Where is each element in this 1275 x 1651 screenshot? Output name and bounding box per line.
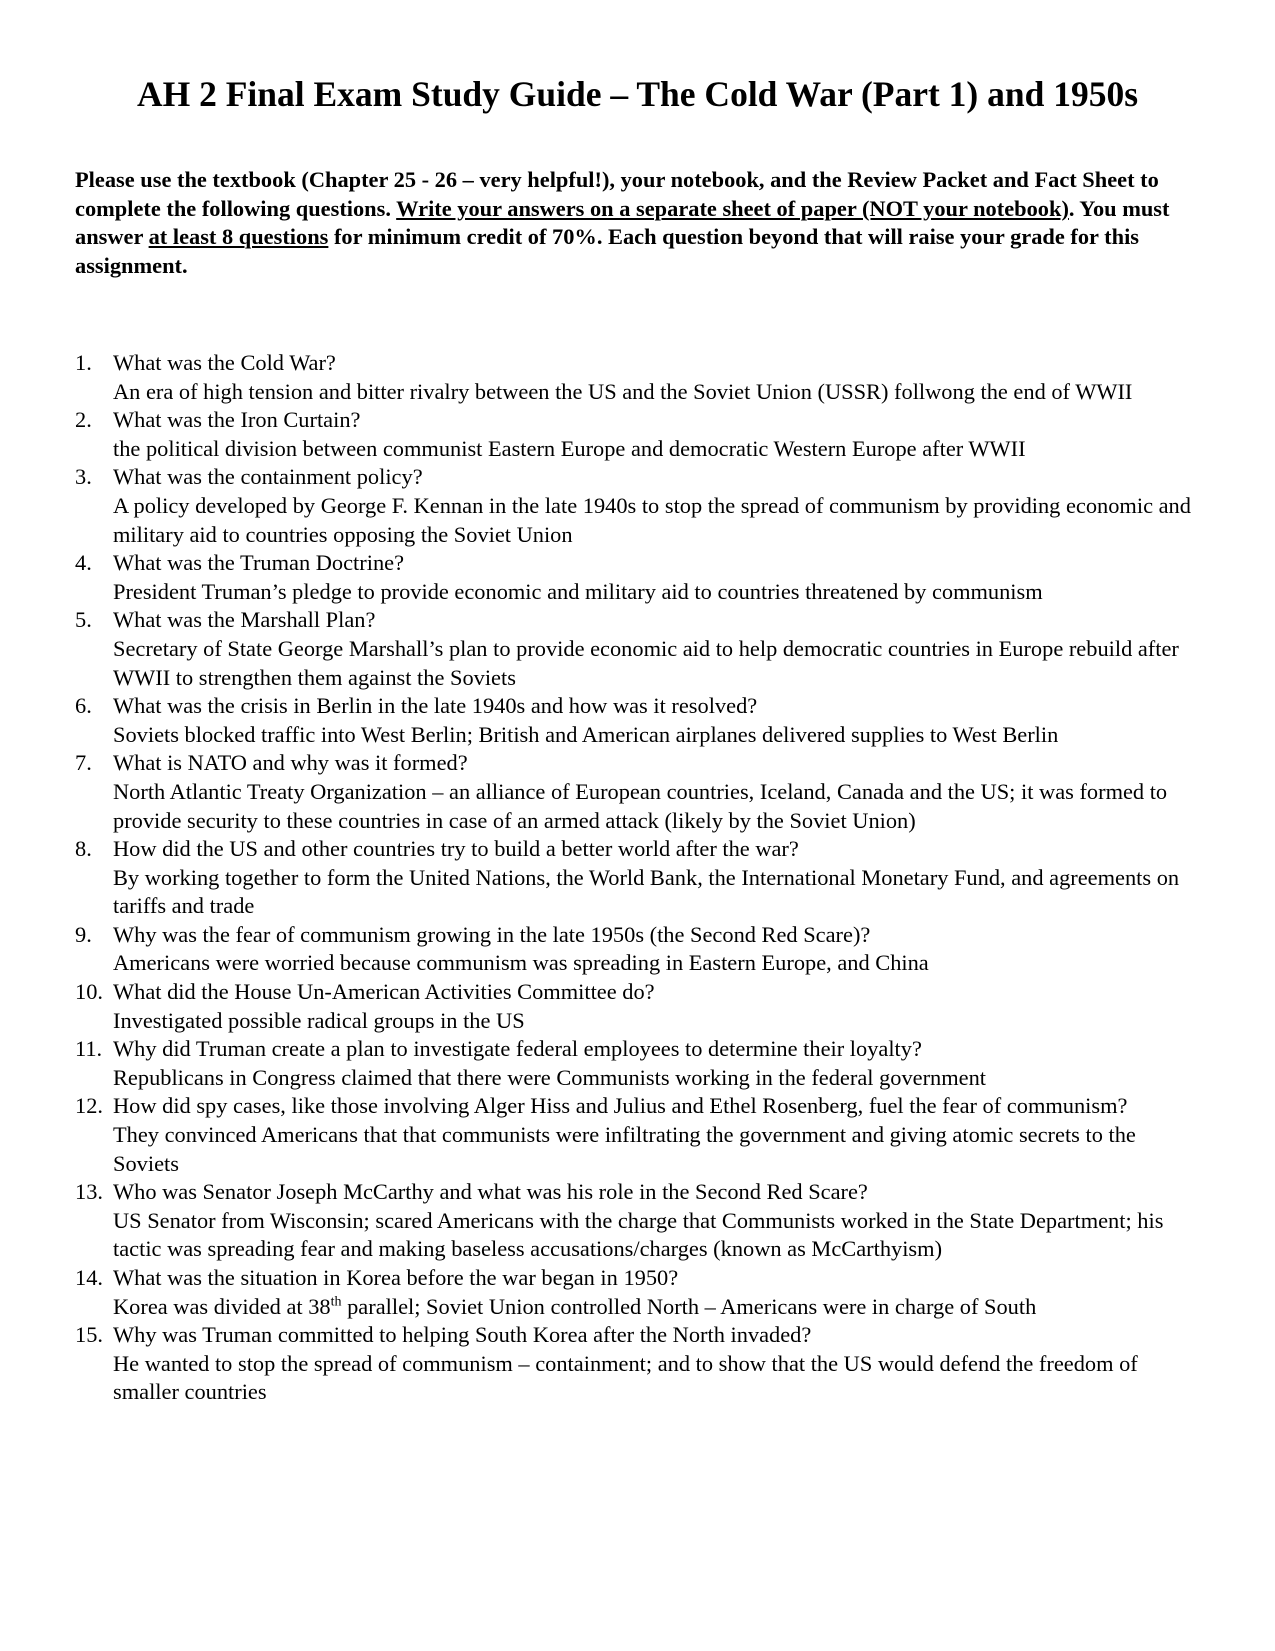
page-title: AH 2 Final Exam Study Guide – The Cold War (Part 1) and 1950s bbox=[136, 74, 1139, 114]
question-list bbox=[75, 349, 1205, 1407]
answer-text bbox=[113, 1293, 1205, 1322]
answer-text: They convinced Americans that that communists were infiltrating the government and giving atomic secrets to the Soviets bbox=[113, 1122, 1136, 1176]
question-number: 2. bbox=[75, 407, 92, 433]
question-text: Why was Truman committed to helping South Korea after the North invaded? bbox=[113, 1322, 812, 1348]
list-item bbox=[75, 1035, 1205, 1092]
instructions-text-1: Please use the textbook (Chapter 25 - 26 – very helpful!), your notebook, and the Review Packet and Fact Sheet to complete the following questions. bbox=[75, 167, 1159, 221]
answer-text-start: Korea was divided at 38 bbox=[113, 1293, 331, 1319]
question-text: What was the Marshall Plan? bbox=[113, 607, 376, 633]
question-number: 5. bbox=[75, 607, 92, 633]
question-text: Why did Truman create a plan to investigate federal employees to determine their loyalty? bbox=[113, 1036, 922, 1062]
list-item bbox=[75, 1264, 1205, 1321]
question-text: What was the Iron Curtain? bbox=[113, 407, 361, 433]
answer-text: US Senator from Wisconsin; scared Americans with the charge that Communists worked in the State Department; his tactic was spreading fear and making baseless accusations/charges (known as McCarthyism) bbox=[113, 1207, 1164, 1262]
question-number: 13. bbox=[75, 1179, 103, 1205]
answer-text-end: parallel; Soviet Union controlled North – Americans were in charge of South bbox=[341, 1293, 1037, 1319]
question-text: What was the situation in Korea before the war began in 1950? bbox=[113, 1265, 679, 1290]
question-text: What did the House Un-American Activities Committee do? bbox=[113, 979, 655, 1005]
list-item bbox=[75, 406, 1205, 463]
question-number: 11. bbox=[75, 1036, 103, 1062]
question-number: 14. bbox=[75, 1265, 103, 1290]
list-item bbox=[75, 349, 1205, 406]
question-number: 4. bbox=[75, 550, 92, 576]
question-text: How did spy cases, like those involving Alger Hiss and Julius and Ethel Rosenberg, fuel the fear of communism? bbox=[113, 1093, 1128, 1119]
superscript-ordinal: th bbox=[330, 1294, 342, 1310]
question-text: Why was the fear of communism growing in the late 1950s (the Second Red Scare)? bbox=[113, 921, 871, 947]
instructions-underline-separate-paper: Write your answers on a separate sheet of paper (NOT your notebook) bbox=[396, 195, 1069, 221]
list-item bbox=[75, 1092, 1205, 1178]
list-item bbox=[75, 978, 1205, 1035]
answer-text: Investigated possible radical groups in the US bbox=[113, 1007, 525, 1033]
answer-text: Americans were worried because communism was spreading in Eastern Europe, and China bbox=[113, 950, 929, 976]
instructions-underline-min-questions: at least 8 questions bbox=[148, 224, 329, 249]
instructions-paragraph bbox=[75, 166, 1205, 280]
question-number: 10. bbox=[75, 979, 103, 1005]
question-number: 7. bbox=[75, 750, 92, 776]
answer-text: He wanted to stop the spread of communism – containment; and to show that the US would defend the freedom of smaller countries bbox=[113, 1350, 1138, 1405]
question-number: 1. bbox=[75, 350, 92, 375]
answer-text: By working together to form the United Nations, the World Bank, the International Monetary Fund, and agreements on tariffs and trade bbox=[113, 864, 1180, 919]
instructions-text-3: for minimum credit of 70%. Each question beyond that will raise your grade for this assignment. bbox=[75, 224, 1140, 278]
list-item bbox=[75, 549, 1205, 606]
answer-text: President Truman’s pledge to provide economic and military aid to countries threatened by communism bbox=[113, 578, 1043, 604]
answer-text: North Atlantic Treaty Organization – an alliance of European countries, Iceland, Canada and the US; it was formed to provide security to these countries in case of an armed attack (likely by the Soviet Union) bbox=[113, 778, 1168, 833]
answer-text: Republicans in Congress claimed that there were Communists working in the federal government bbox=[113, 1064, 987, 1090]
question-number: 15. bbox=[75, 1322, 103, 1348]
question-number: 6. bbox=[75, 693, 92, 719]
list-item bbox=[75, 1178, 1205, 1264]
answer-text: the political division between communist Eastern Europe and democratic Western Europe after WWII bbox=[113, 435, 1026, 461]
question-text: What was the containment policy? bbox=[113, 464, 423, 490]
list-item bbox=[75, 921, 1205, 978]
question-number: 9. bbox=[75, 921, 92, 947]
question-number: 3. bbox=[75, 464, 92, 490]
question-text: How did the US and other countries try to build a better world after the war? bbox=[113, 836, 799, 862]
question-text: What was the crisis in Berlin in the late 1940s and how was it resolved? bbox=[113, 693, 758, 719]
answer-text: An era of high tension and bitter rivalry between the US and the Soviet Union (USSR) follwong the end of WWII bbox=[113, 378, 1133, 404]
question-text: Who was Senator Joseph McCarthy and what was his role in the Second Red Scare? bbox=[113, 1179, 868, 1205]
question-number: 12. bbox=[75, 1093, 103, 1119]
list-item bbox=[75, 835, 1205, 921]
question-text: What is NATO and why was it formed? bbox=[113, 750, 468, 776]
list-item bbox=[75, 1321, 1205, 1407]
question-number: 8. bbox=[75, 836, 92, 862]
list-item bbox=[75, 463, 1205, 549]
question-text: What was the Truman Doctrine? bbox=[113, 550, 405, 576]
answer-text: Soviets blocked traffic into West Berlin; British and American airplanes delivered supplies to West Berlin bbox=[113, 721, 1059, 747]
answer-text: Secretary of State George Marshall’s plan to provide economic aid to help democratic countries in Europe rebuild after WWII to strengthen them against the Soviets bbox=[113, 635, 1179, 690]
list-item bbox=[75, 749, 1205, 835]
list-item bbox=[75, 692, 1205, 749]
question-text: What was the Cold War? bbox=[113, 350, 336, 375]
instructions-text-2: . You must answer bbox=[75, 195, 1170, 249]
list-item bbox=[75, 606, 1205, 692]
answer-text: A policy developed by George F. Kennan in the late 1940s to stop the spread of communism by providing economic and military aid to countries opposing the Soviet Union bbox=[113, 492, 1191, 547]
